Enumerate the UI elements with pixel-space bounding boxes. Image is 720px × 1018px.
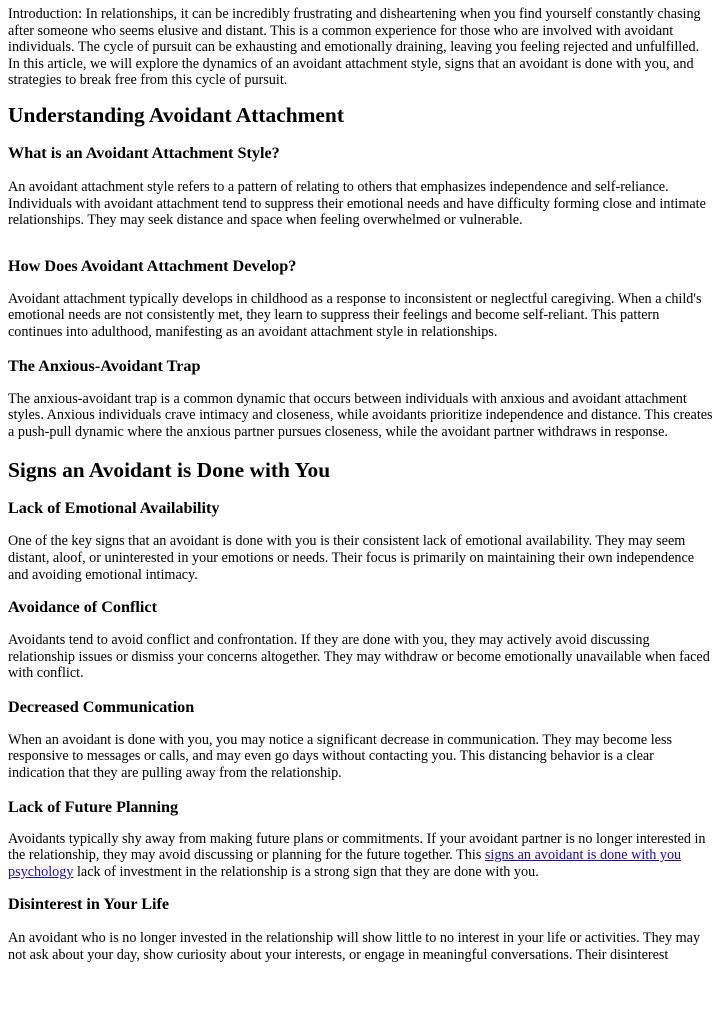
section-heading-understanding: Understanding Avoidant Attachment <box>8 102 344 127</box>
subheading-emotional-availability: Lack of Emotional Availability <box>8 499 220 518</box>
paragraph-decreased-communication: When an avoidant is done with you, you may notice a significant decrease in communication. They may become less responsive to messages or calls, and may even go days without contacting you. This distancing behavior is a clear indication that they are pulling away from the relationship. <box>8 731 672 782</box>
intro-paragraph: Introduction: In relationships, it can be incredibly frustrating and disheartening when you find yourself constantly chasing after someone who seems elusive and distant. This is a common experience for those who are involved with avoidant individuals. The cycle of pursuit can be exhausting and emotionally draining, leaving you feeling rejected and unfulfilled. In this article, we will explore the dynamics of an avoidant attachment style, signs that an avoidant is done with you, and strategies to break free from this cycle of pursuit. <box>8 6 701 89</box>
paragraph-future-text-before: Avoidants typically shy away from making future plans or commitments. If your avoidant partner is no longer interested in the relationship, they may avoid discussing or planning for the future together. This <box>8 830 706 864</box>
subheading-avoidance-of-conflict: Avoidance of Conflict <box>8 598 157 617</box>
article <box>8 0 714 964</box>
signs-avoidant-done-link[interactable]: signs an avoidant is done with you psychology <box>8 847 682 880</box>
subheading-decreased-communication: Decreased Communication <box>8 697 195 716</box>
subheading-what-is: What is an Avoidant Attachment Style? <box>8 143 280 162</box>
subheading-anxious-avoidant-trap: The Anxious-Avoidant Trap <box>8 356 201 375</box>
paragraph-what-is: An avoidant attachment style refers to a pattern of relating to others that emphasizes independence and self-reliance. Individuals with avoidant attachment tend to suppress their emotional needs and have difficulty forming close and intimate relationships. They may seek distance and space when feeling overwhelmed or vulnerable. <box>8 178 706 229</box>
subheading-disinterest: Disinterest in Your Life <box>8 895 170 914</box>
paragraph-future-text-after: lack of investment in the relationship is a strong sign that they are done with you. <box>73 863 539 880</box>
section-heading-signs: Signs an Avoidant is Done with You <box>8 458 331 483</box>
paragraph-disinterest: An avoidant who is no longer invested in the relationship will show little to no interest in your life or activities. They may not ask about your day, show curiosity about your interests, or engage in meaningful conversations. Their disinterest <box>8 930 701 964</box>
paragraph-emotional-availability: One of the key signs that an avoidant is done with you is their consistent lack of emotional availability. They may seem distant, aloof, or uninterested in your emotions or needs. Their focus is primarily on maintaining their own independence and avoiding emotional intimacy. <box>8 533 695 583</box>
paragraph-avoidance-of-conflict: Avoidants tend to avoid conflict and confrontation. If they are done with you, they may actively avoid discussing relationship issues or dismiss your concerns altogether. They may withdraw or become emotionally unavailable when faced with conflict. <box>8 632 710 682</box>
paragraph-anxious-avoidant-trap: The anxious-avoidant trap is a common dynamic that occurs between individuals with anxious and avoidant attachment styles. Anxious individuals crave intimacy and closeness, while avoidants prioritize independence and distance. This creates a push-pull dynamic where the anxious partner pursues closeness, while the avoidant partner withdraws in response. <box>8 390 713 440</box>
paragraph-future-planning <box>8 831 714 881</box>
subheading-future-planning: Lack of Future Planning <box>8 797 179 816</box>
paragraph-how-develop: Avoidant attachment typically develops in childhood as a response to inconsistent or neglectful caregiving. When a child's emotional needs are not consistently met, they learn to suppress their feelings and become self-reliant. This pattern continues into adulthood, manifesting as an avoidant attachment style in relationships. <box>8 290 702 340</box>
subheading-how-develop: How Does Avoidant Attachment Develop? <box>8 256 297 275</box>
